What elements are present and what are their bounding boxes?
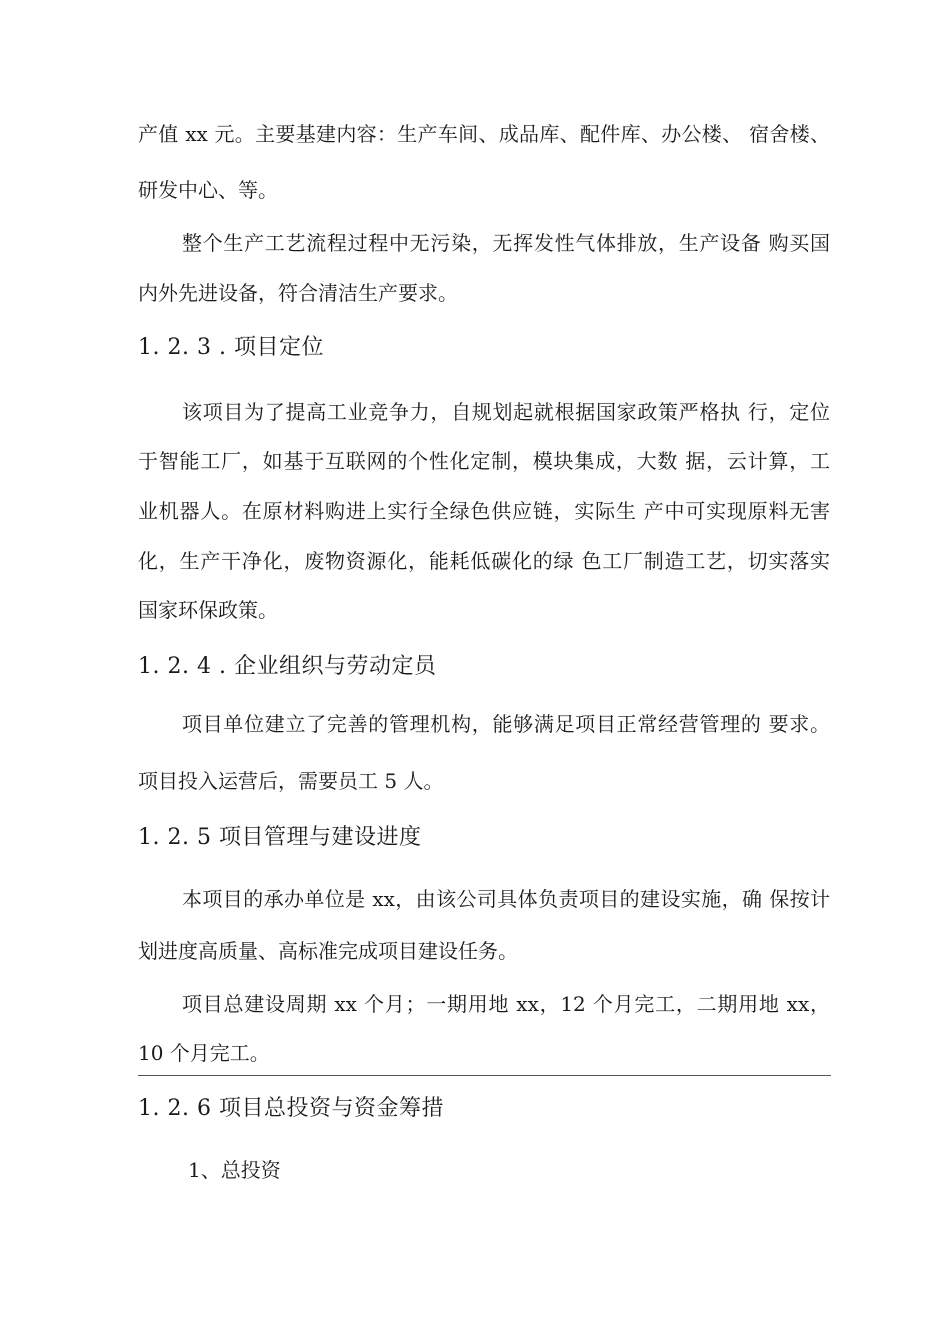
horizontal-divider — [138, 1075, 831, 1076]
paragraph-line: 项目投入运营后，需要员工 5 人。 — [138, 769, 444, 793]
paragraph-line: 整个生产工艺流程过程中无污染，无挥发性气体排放，生产设备 购买国 — [182, 231, 830, 255]
section-heading-1-2-6: 1. 2. 6 项目总投资与资金筹措 — [138, 1096, 444, 1121]
paragraph-line: 划进度高质量、高标准完成项目建设任务。 — [138, 939, 518, 963]
paragraph-line: 研发中心、等。 — [138, 178, 278, 202]
paragraph-line: 项目总建设周期 xx 个月；一期用地 xx，12 个月完工，二期用地 xx， — [182, 992, 830, 1016]
paragraph-line: 本项目的承办单位是 xx，由该公司具体负责项目的建设实施，确 保按计 — [182, 887, 830, 911]
paragraph-line: 10 个月完工。 — [138, 1041, 270, 1065]
paragraph-line: 该项目为了提高工业竞争力，自规划起就根据国家政策严格执 行，定位 — [182, 400, 830, 424]
section-heading-1-2-4: 1. 2. 4 . 企业组织与劳动定员 — [138, 654, 437, 679]
paragraph-line: 产值 xx 元。主要基建内容：生产车间、成品库、配件库、办公楼、 宿舍楼、 — [138, 122, 830, 146]
paragraph-line: 内外先进设备，符合清洁生产要求。 — [138, 281, 458, 305]
section-heading-1-2-3: 1. 2. 3 . 项目定位 — [138, 335, 324, 360]
paragraph-line: 项目单位建立了完善的管理机构，能够满足项目正常经营管理的 要求。 — [182, 712, 830, 736]
list-item: 1、总投资 — [188, 1158, 281, 1182]
section-heading-1-2-5: 1. 2. 5 项目管理与建设进度 — [138, 825, 422, 850]
paragraph-line: 业机器人。在原材料购进上实行全绿色供应链，实际生 产中可实现原料无害 — [138, 499, 830, 523]
paragraph-line: 化，生产干净化，废物资源化，能耗低碳化的绿 色工厂制造工艺，切实落实 — [138, 549, 830, 573]
paragraph-line: 于智能工厂，如基于互联网的个性化定制，模块集成，大数 据，云计算，工 — [138, 449, 830, 473]
paragraph-line: 国家环保政策。 — [138, 598, 278, 622]
